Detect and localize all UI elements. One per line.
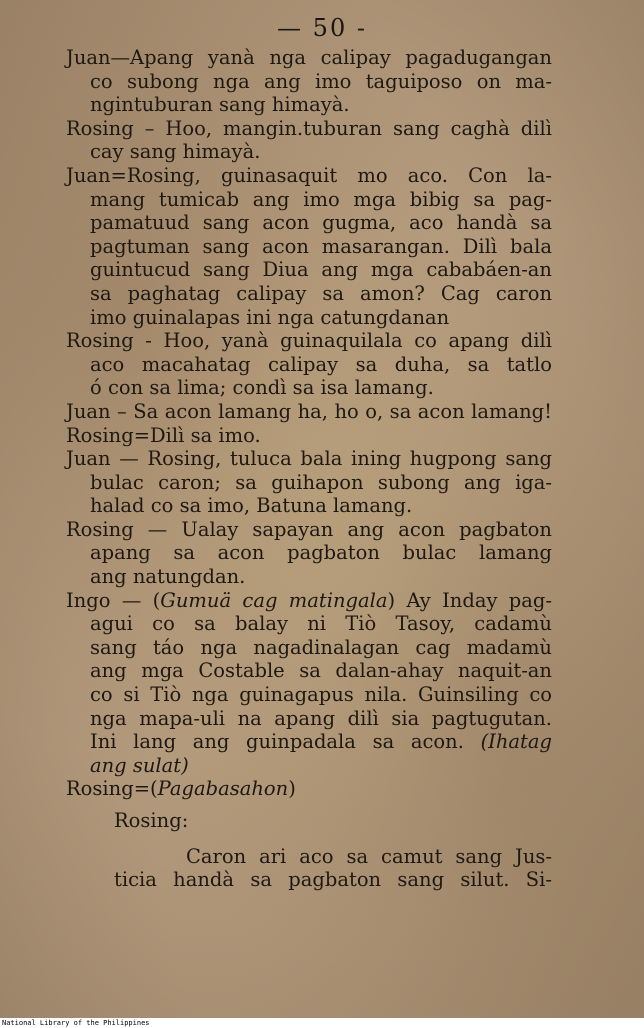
text-line: imo guinalapas ini nga catungdanan	[90, 305, 450, 329]
text-line: cay sang himayà.	[90, 140, 261, 164]
text-line: sa paghatag calipay sa amon? Cag caron	[90, 281, 552, 305]
text-line: Juan=Rosing, guinasaquit mo aco. Con la-	[66, 163, 552, 187]
text-line: aco macahatag calipay sa duha, sa tatlo	[90, 352, 552, 376]
text-line: halad co sa imo, Batuna lamang.	[90, 494, 413, 518]
text-line: nga mapa-uli na apang dilì sia pagtugutan.	[90, 706, 552, 730]
text-line: ó con sa lima; condì sa isa lamang.	[90, 376, 434, 400]
letter-line: Caron ari aco sa camut sang Jus-	[186, 844, 552, 868]
text-line-with-note	[66, 730, 552, 754]
dialogue-lines	[66, 46, 552, 589]
text-line: Juan—Apang yanà nga calipay pagadugangan	[66, 46, 552, 69]
text-line: guintucud sang Diua ang mga cababáen-an	[90, 258, 552, 282]
ingo-speech-start: ) Ay Inday pag-	[387, 588, 552, 612]
text-line: agui co sa balay ni Tiò Tasoy, cadamù	[90, 612, 552, 636]
letter-heading: Rosing:	[114, 809, 189, 832]
text-line-content: Ini lang ang guinpadala sa acon.	[90, 730, 464, 754]
speaker-rosing: Rosing=(	[66, 777, 158, 801]
dialogue-text	[66, 46, 552, 892]
text-line: Juan – Sa acon lamang ha, ho o, sa acon lamang!	[66, 399, 552, 423]
text-line: Juan — Rosing, tuluca bala ining hugpong sang	[66, 447, 552, 471]
text-line: pamatuud sang acon gugma, aco handà sa	[90, 211, 552, 235]
letter-line: ticia handà sa pagbaton sang silut. Si-	[114, 868, 552, 892]
stage-direction: Gumuä cag matingala	[160, 588, 388, 612]
speaker-ingo: Ingo — (	[66, 588, 161, 612]
text-line: Rosing=Dilì sa imo.	[66, 423, 261, 447]
page-number: — 50 -	[277, 14, 367, 42]
text-line: apang sa acon pagbaton bulac lamang	[90, 541, 552, 565]
text-line: sang táo nga nagadinalagan cag madamù	[90, 635, 552, 659]
text-line: ang natungdan.	[90, 565, 246, 589]
text-line: bulac caron; sa guihapon subong ang iga-	[90, 470, 552, 494]
text-line: Rosing - Hoo, yanà guinaquilala co apang dilì	[66, 329, 552, 353]
stage-note: (Ihatag	[480, 730, 553, 754]
text-line: mang tumicab ang imo mga bibig sa pag-	[90, 187, 552, 211]
text-line: Rosing — Ualay sapayan ang acon pagbaton	[66, 517, 552, 541]
close-paren: )	[288, 777, 296, 801]
text-line: ngintuburan sang himayà.	[90, 93, 350, 117]
rosing-reads-line	[66, 777, 552, 801]
text-line: co si Tiò nga guinagapus nila. Guinsiling co	[90, 683, 552, 707]
text-line: co subong nga ang imo taguiposo on ma-	[90, 69, 552, 93]
text-line: ang mga Costable sa dalan-ahay naquit-an	[90, 659, 552, 683]
ingo-speech-line	[66, 589, 552, 613]
stage-note-continued: ang sulat)	[90, 753, 189, 777]
text-line: Rosing – Hoo, mangin.tuburan sang caghà dilì	[66, 116, 552, 140]
stage-direction: Pagabasahon	[157, 777, 289, 801]
text-line: pagtuman sang acon masarangan. Dilì bala	[90, 234, 552, 258]
footer-watermark: National Library of the Philippines	[2, 1019, 150, 1027]
